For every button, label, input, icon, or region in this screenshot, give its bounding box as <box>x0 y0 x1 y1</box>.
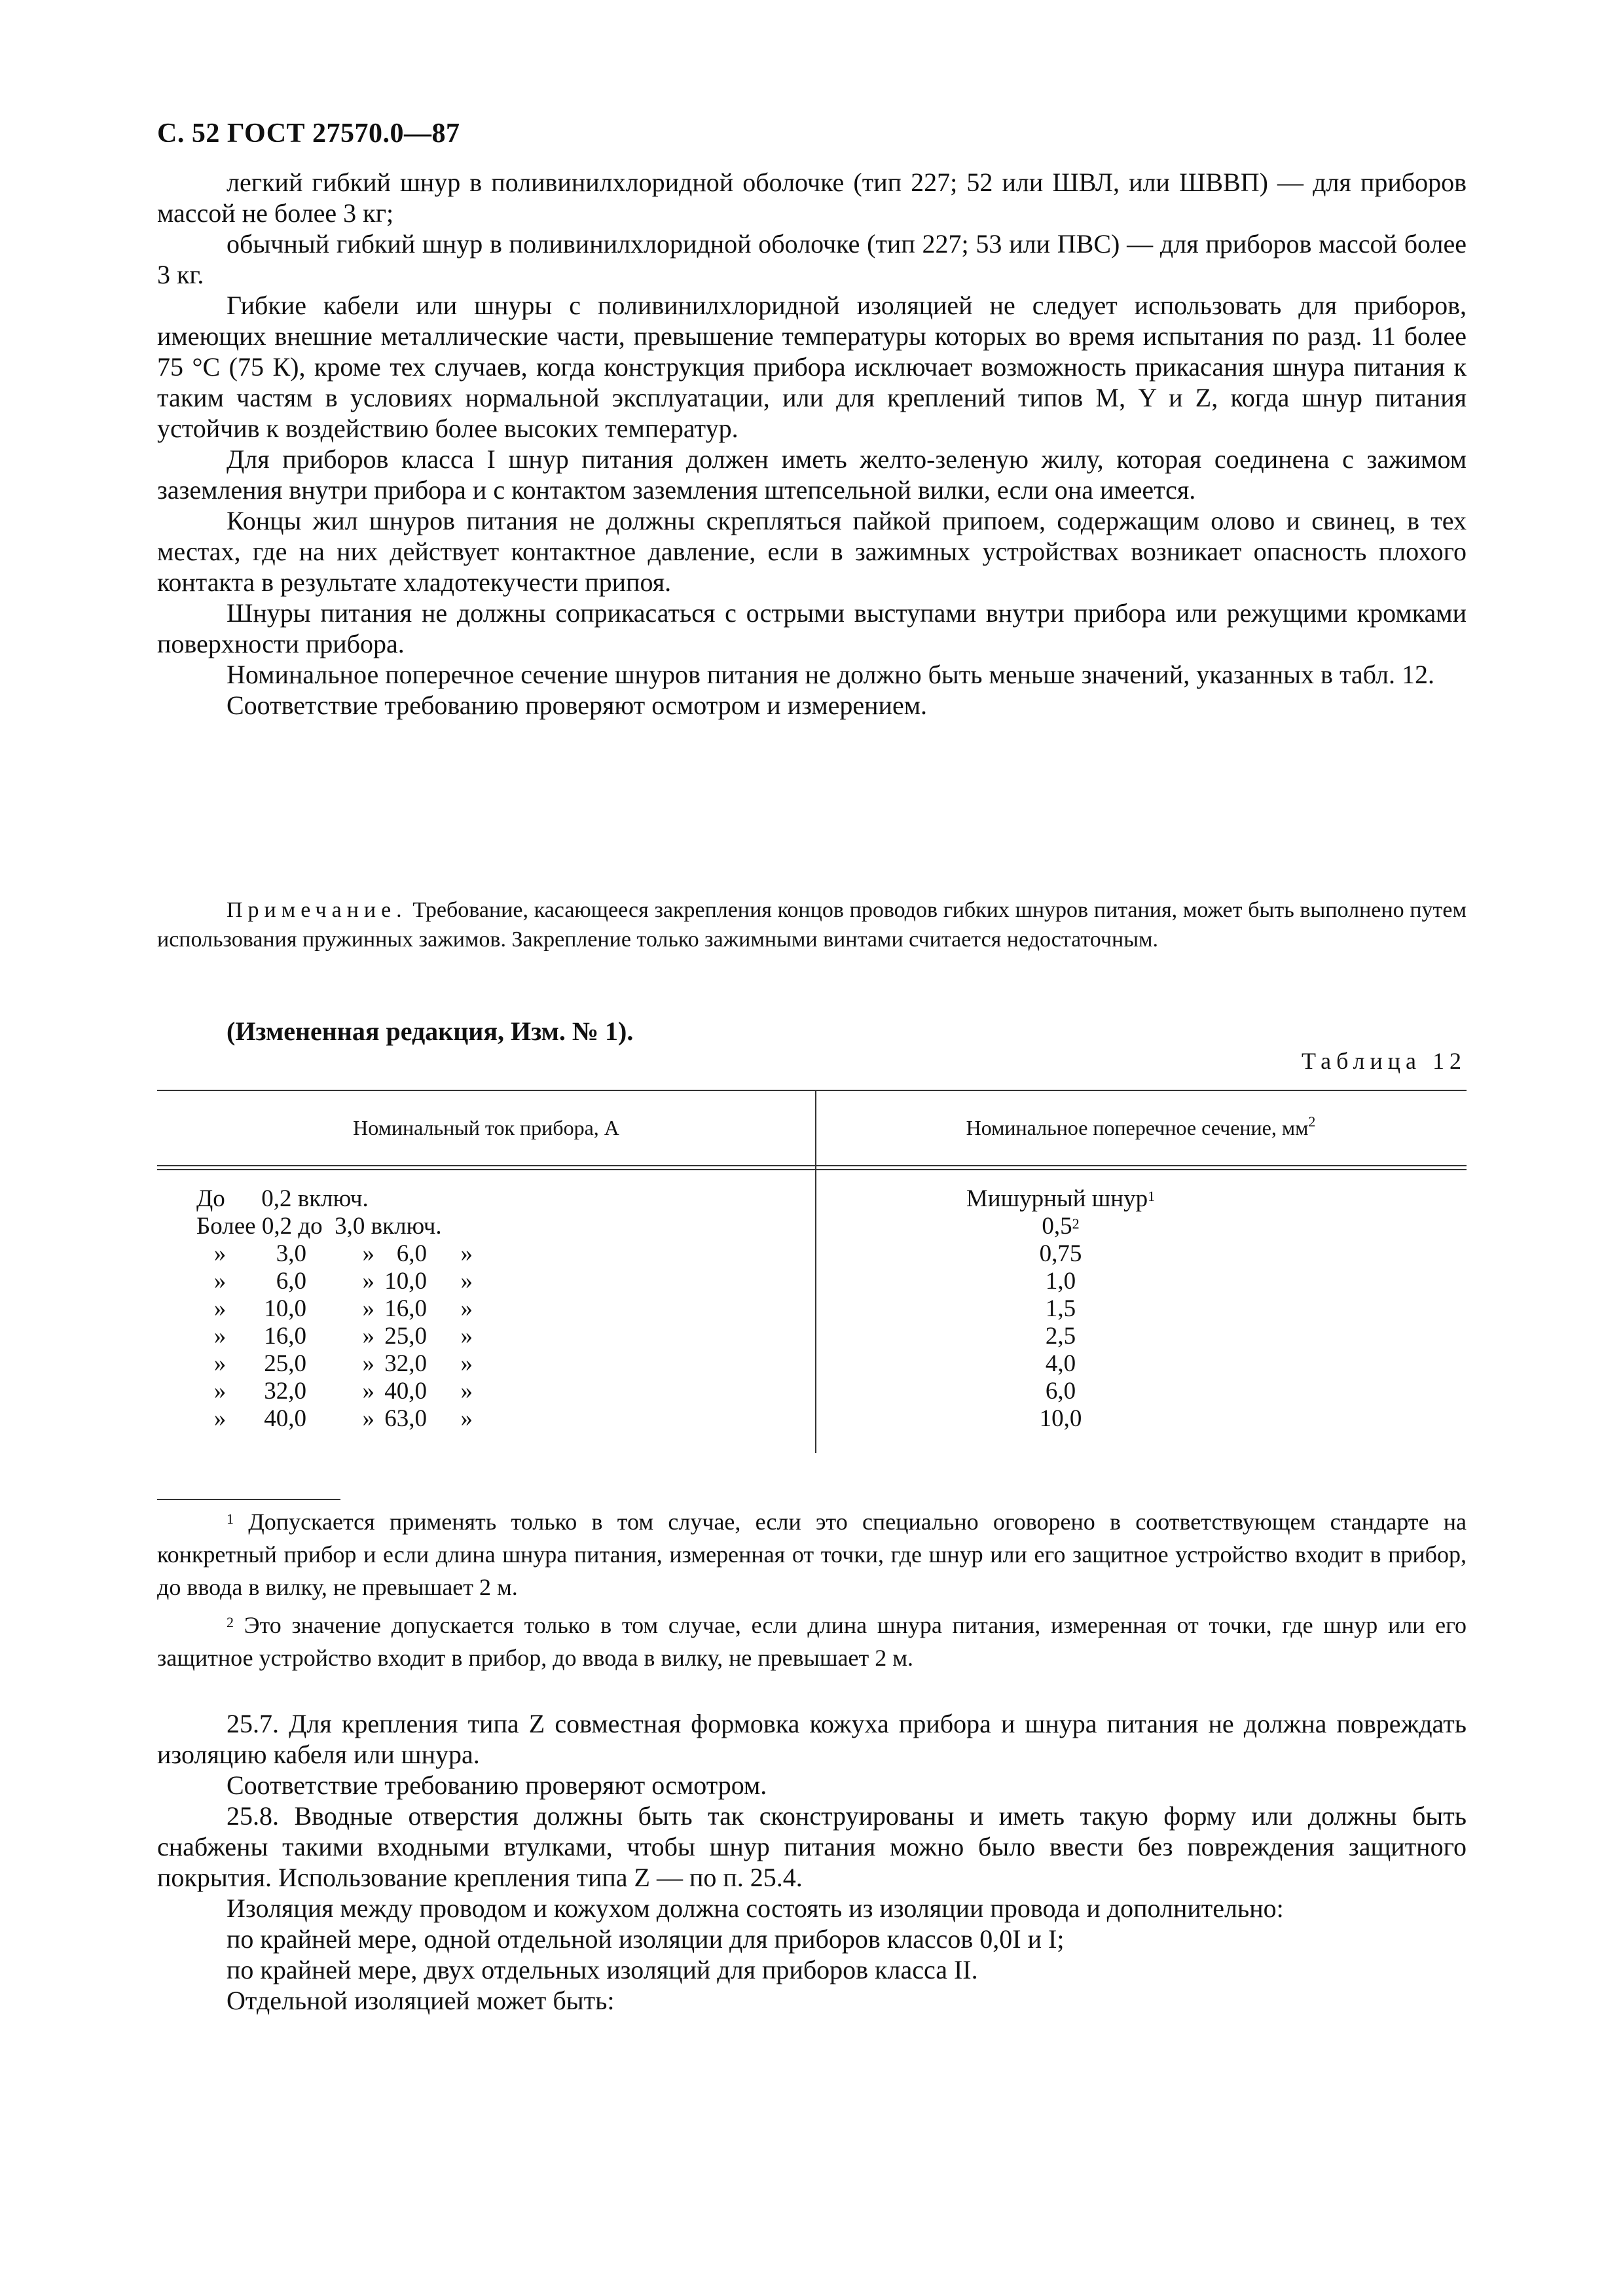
rating-table <box>157 1090 1467 1453</box>
table-cell: Более 0,2 до 3,0 включ. <box>196 1213 442 1240</box>
table-cell: 32,0 <box>264 1378 306 1405</box>
table-cell: 10,0 <box>384 1268 427 1295</box>
table-row <box>196 1295 473 1323</box>
paragraph: по крайней мере, двух отдельных изоляций для приборов класса II. <box>227 1955 978 1984</box>
table-cell: 10,0 <box>264 1295 306 1322</box>
paragraph: Отдельной изоляцией может быть: <box>227 1986 615 2015</box>
change-note: (Измененная редакция, Изм. № 1). <box>227 1016 634 1046</box>
table-cell: 16,0 <box>384 1295 427 1322</box>
paragraph: по крайней мере, одной отдельной изоляции для приборов классов 0,0I и I; <box>227 1924 1065 1954</box>
table-row <box>196 1268 473 1295</box>
body-text-top <box>157 167 1467 721</box>
paragraph: легкий гибкий шнур в поливинилхлоридной оболочке (тип 227; 52 или ШВЛ, или ШВВП) — для приборов массой не более 3 кг; <box>157 168 1467 228</box>
ditto-mark: » <box>460 1405 473 1432</box>
ditto-mark: » <box>362 1323 374 1350</box>
table-row <box>196 1323 473 1350</box>
note-text: Требование, касающееся закрепления концов проводов гибких шнуров питания, может быть выполнено путем использования пружинных зажимов. Закрепление только зажимными винтами считается недостаточным. <box>157 898 1467 952</box>
superscript: 2 <box>1072 1215 1080 1232</box>
footnote <box>157 1609 1467 1674</box>
table-cell: 32,0 <box>384 1350 427 1377</box>
table-header-rule <box>157 1169 1467 1170</box>
paragraph: 25.8. Вводные отверстия должны быть так сконструированы и иметь такую форму или должны быть снабжены такими входными втулками, чтобы шнур питания можно было ввести без повреждения защитного покрытия. Использование крепления типа Z — по п. 25.4. <box>157 1801 1467 1892</box>
current-column <box>196 1185 473 1433</box>
table-cell: 3,0 <box>276 1240 306 1267</box>
ditto-mark: » <box>460 1323 473 1350</box>
ditto-mark: » <box>460 1240 473 1267</box>
footnote-mark: 1 <box>227 1511 234 1527</box>
ditto-mark: » <box>460 1295 473 1322</box>
ditto-mark: » <box>362 1268 374 1295</box>
ditto-mark: » <box>362 1350 374 1377</box>
note-paragraph <box>157 895 1467 954</box>
paragraph: Соответствие требованию проверяют осмотром и измерением. <box>227 691 928 720</box>
ditto-mark: » <box>213 1268 227 1295</box>
table-cell: 25,0 <box>264 1350 306 1377</box>
table-cell: До 0,2 включ. <box>196 1185 369 1212</box>
table-cell: 40,0 <box>384 1378 427 1405</box>
table-top-rule <box>157 1090 1467 1091</box>
paragraph: Гибкие кабели или шнуры с поливинилхлоридной изоляцией не следует использовать для приборов, имеющих внешние металлические части, превышение температуры которых во время испытания по разд. 11 более 75 °С (75 К), кроме тех случаев, когда конструкция прибора исключает возможность прикасания шнура питания к таким частям в условиях нормальной эксплуатации, или для креплений типов М, Y и Z, когда шнур питания устойчив к воздействию более высоких температур. <box>157 291 1467 443</box>
table-header-rule <box>157 1165 1467 1166</box>
table-cell <box>815 1213 1306 1240</box>
paragraph: Номинальное поперечное сечение шнуров питания не должно быть меньше значений, указанных в табл. 12. <box>227 660 1434 689</box>
ditto-mark: » <box>213 1323 227 1350</box>
ditto-mark: » <box>213 1378 227 1405</box>
table-cell: 1,0 <box>1045 1268 1076 1295</box>
footnote-text: Это значение допускается только в том случае, если длина шнура питания, измеренная от точки, где шнур или его защитное устройство входит в прибор, до ввода в вилку, не превышает 2 м. <box>157 1612 1467 1671</box>
ditto-mark: » <box>362 1240 374 1267</box>
table-cell: 6,0 <box>276 1268 306 1295</box>
superscript: 1 <box>1148 1188 1156 1204</box>
table-cell: 25,0 <box>384 1323 427 1350</box>
table-cell: 6,0 <box>1045 1378 1076 1405</box>
table-cell: 1,5 <box>1045 1295 1076 1322</box>
paragraph: Изоляция между проводом и кожухом должна состоять из изоляции провода и дополнительно: <box>227 1893 1284 1923</box>
ditto-mark: » <box>213 1295 227 1322</box>
paragraph: Для приборов класса I шнур питания должен иметь желто-зеленую жилу, которая соединена с зажимом заземления внутри прибора и с контактом заземления штепсельной вилки, если она имеется. <box>157 444 1467 505</box>
paragraph: Концы жил шнуров питания не должны скрепляться пайкой припоем, содержащим олово и свинец, в тех местах, где на них действует контактное давление, если в зажимных устройствах возникает опасность плохого контакта в результате хладотекучести припоя. <box>157 506 1467 597</box>
table-cell <box>815 1185 1306 1213</box>
table-cell: 63,0 <box>384 1405 427 1432</box>
table-caption: Таблица 12 <box>1302 1048 1467 1074</box>
ditto-mark: » <box>213 1405 227 1432</box>
ditto-mark: » <box>362 1295 374 1322</box>
ditto-mark: » <box>460 1268 473 1295</box>
superscript: 2 <box>1308 1113 1316 1130</box>
ditto-mark: » <box>460 1350 473 1377</box>
table-row <box>196 1240 473 1268</box>
table-row <box>196 1405 473 1433</box>
footnote-rule <box>157 1499 340 1500</box>
ditto-mark: » <box>362 1405 374 1432</box>
ditto-mark: » <box>362 1378 374 1405</box>
table-cell-text: 0,5 <box>1042 1213 1072 1240</box>
ditto-mark: » <box>213 1240 227 1267</box>
note-block <box>157 895 1467 954</box>
table-cell: 40,0 <box>264 1405 306 1432</box>
footnote-mark: 2 <box>227 1614 234 1630</box>
section-column <box>815 1185 1306 1433</box>
table-cell: 2,5 <box>1045 1323 1076 1350</box>
table-cell-text: Мишурный шнур <box>966 1185 1148 1212</box>
paragraph: обычный гибкий шнур в поливинилхлоридной оболочке (тип 227; 53 или ПВС) — для приборов массой более 3 кг. <box>157 229 1467 289</box>
table-cell: 6,0 <box>396 1240 427 1267</box>
paragraph: Соответствие требованию проверяют осмотром. <box>227 1770 767 1800</box>
note-label: Примечание. <box>227 898 407 922</box>
paragraph: 25.7. Для крепления типа Z совместная формовка кожуха прибора и шнура питания не должна повреждать изоляцию кабеля или шнура. <box>157 1709 1467 1769</box>
column-header-section <box>815 1113 1467 1140</box>
table-cell: 16,0 <box>264 1323 306 1350</box>
ditto-mark: » <box>213 1350 227 1377</box>
ditto-mark: » <box>460 1378 473 1405</box>
footnotes <box>157 1505 1467 1674</box>
body-text-bottom <box>157 1708 1467 2016</box>
table-cell: 0,75 <box>1039 1240 1082 1267</box>
table-row <box>196 1350 473 1378</box>
footnote <box>157 1505 1467 1604</box>
column-header-section-text: Номинальное поперечное сечение, мм <box>966 1116 1309 1139</box>
table-cell: 10,0 <box>1039 1405 1082 1432</box>
column-header-current: Номинальный ток прибора, А <box>353 1116 619 1139</box>
footnote-text: Допускается применять только в том случае, если это специально оговорено в соответствующем стандарте на конкретный прибор и если длина шнура питания, измеренная от точки, где шнур или его защитное устройство входит в прибор, до ввода в вилку, не превышает 2 м. <box>157 1509 1467 1600</box>
table-cell: 4,0 <box>1045 1350 1076 1377</box>
page-header: С. 52 ГОСТ 27570.0—87 <box>157 118 460 149</box>
table-row <box>196 1378 473 1405</box>
paragraph: Шнуры питания не должны соприкасаться с острыми выступами внутри прибора или режущими кромками поверхности прибора. <box>157 598 1467 658</box>
